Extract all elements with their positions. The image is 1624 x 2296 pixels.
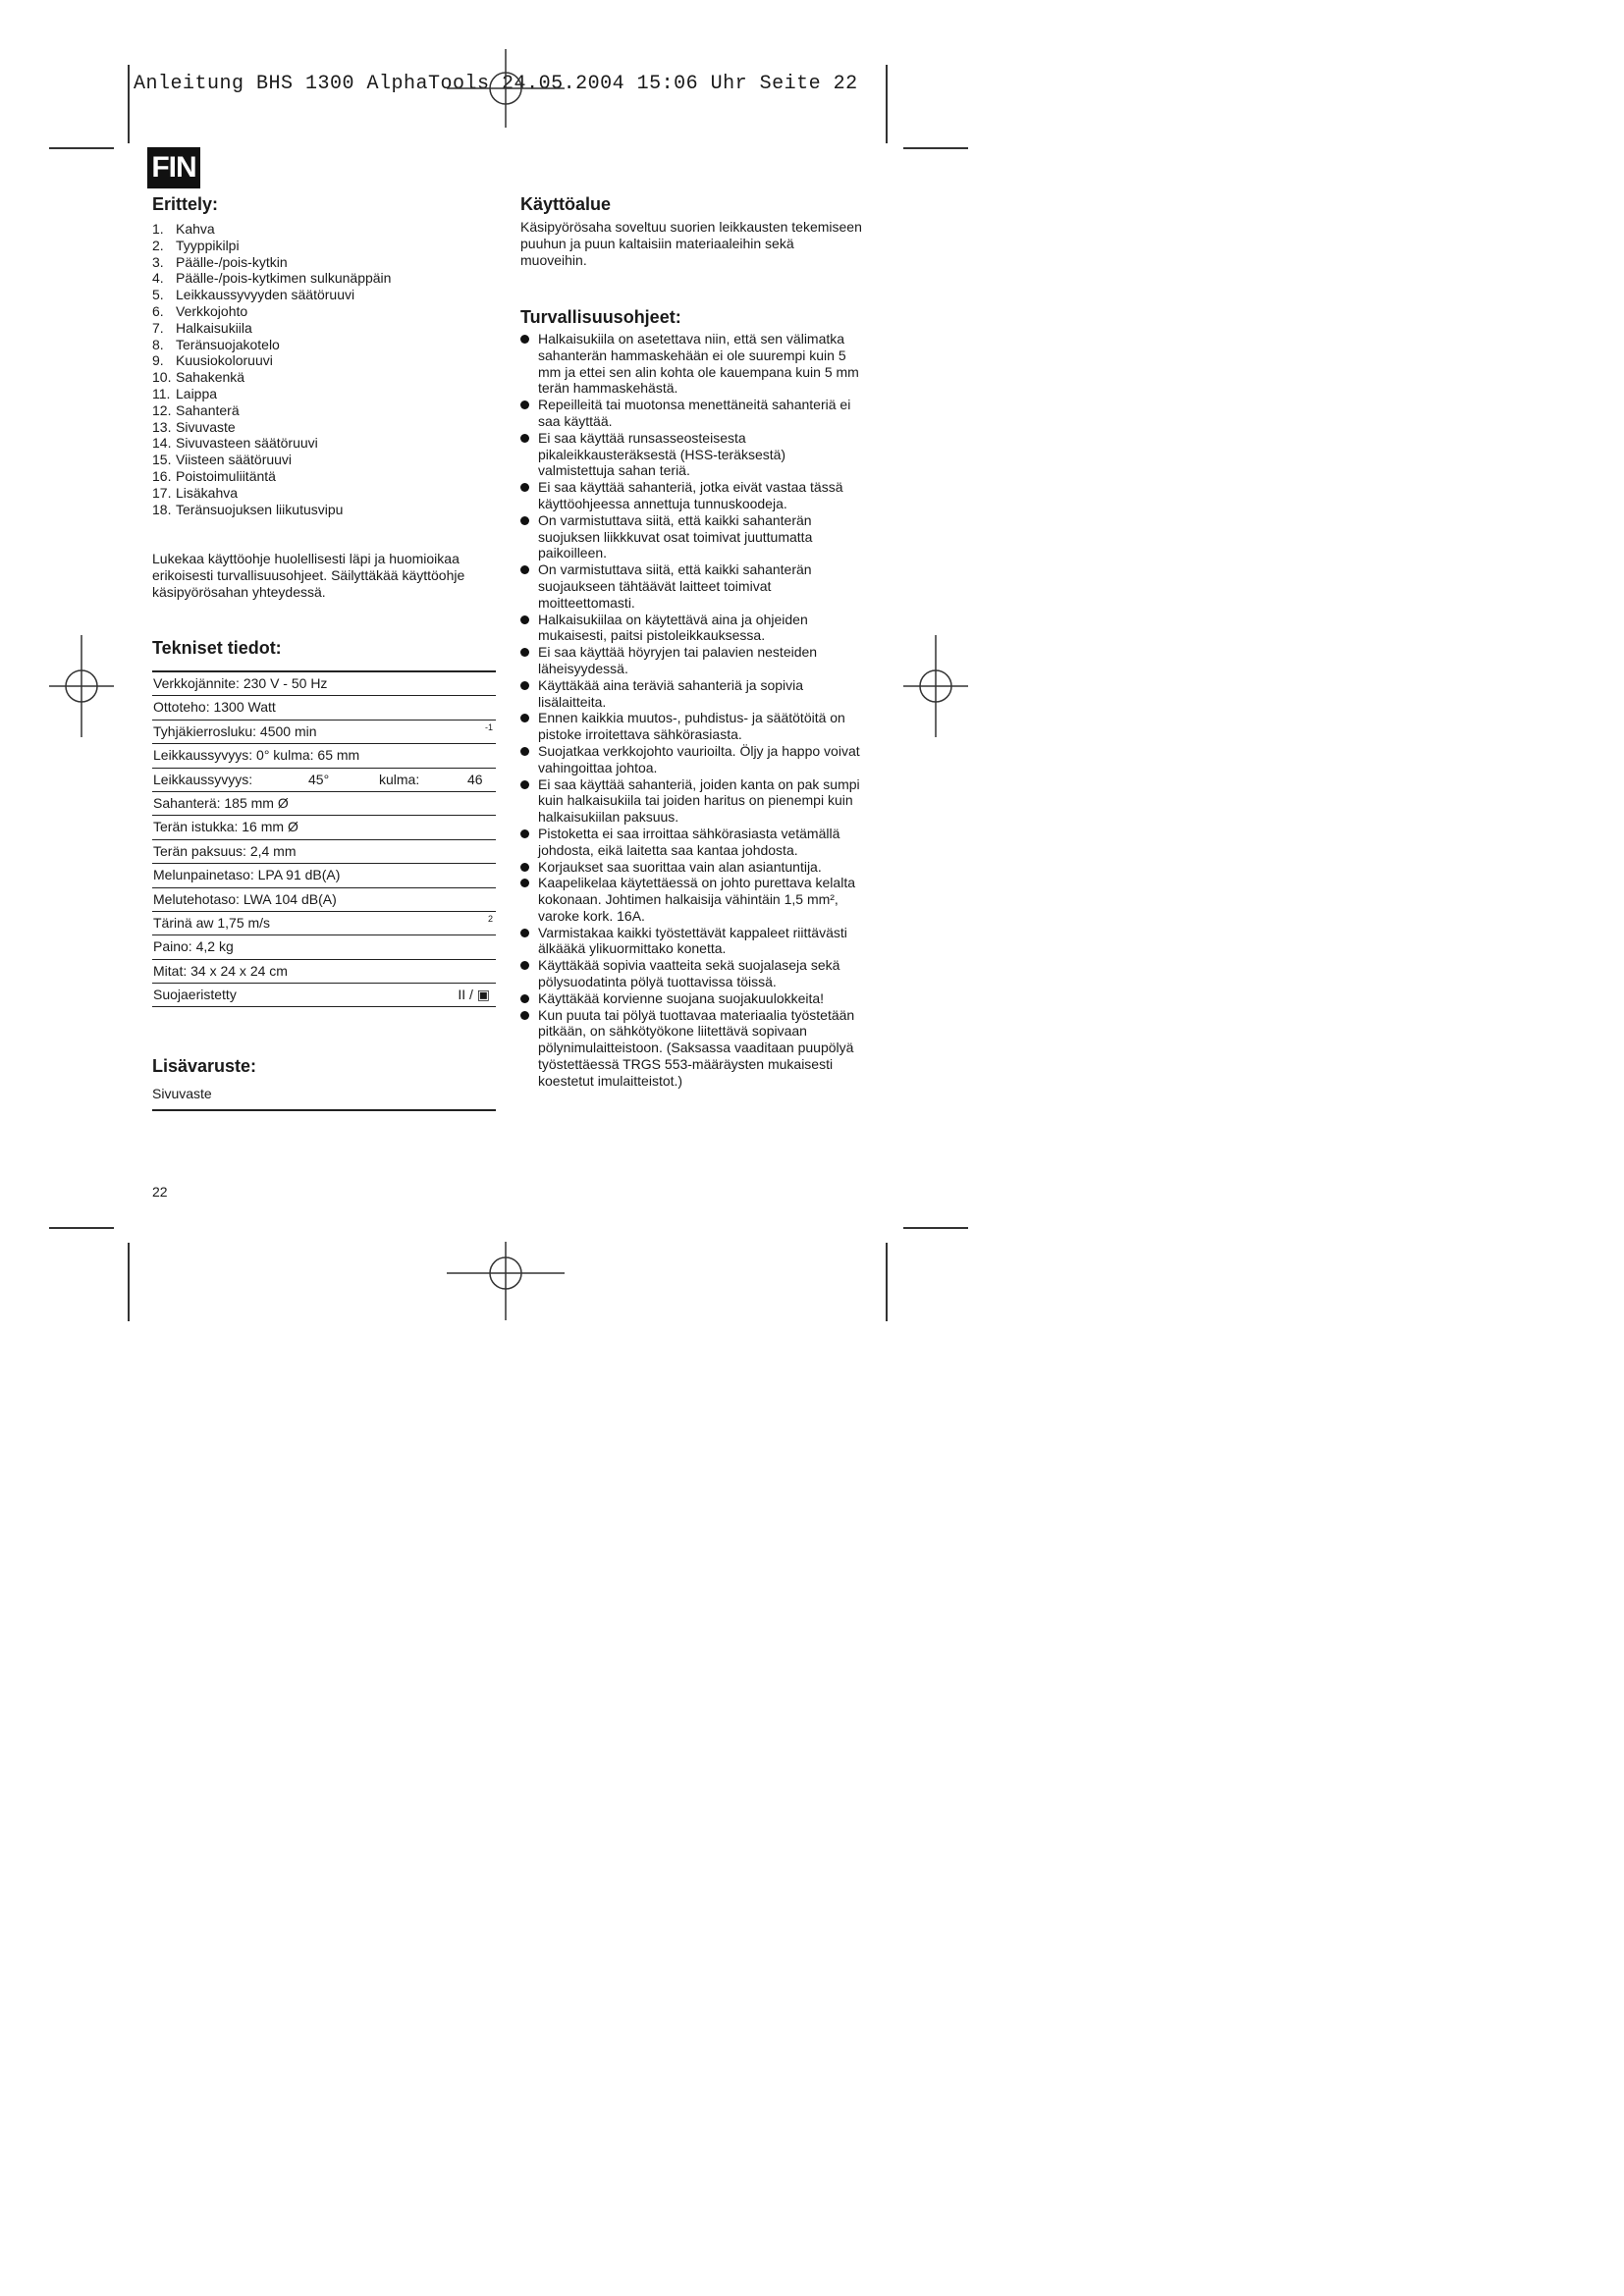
spec-row: Ottoteho: 1300 Watt xyxy=(152,696,496,720)
safety-item: Korjaukset saa suorittaa vain alan asiantuntija. xyxy=(520,859,864,876)
spec-row-cut-45: Leikkaussyvyys: 45° kulma: 46 xyxy=(152,769,496,792)
parts-list-item: 13. Sivuvaste xyxy=(152,418,236,435)
safety-item: Varmistakaa kaikki työstettävät kappaleet riittävästi älkääkä ylikuormittako konetta. xyxy=(520,925,864,958)
spec-row: Paino: 4,2 kg xyxy=(152,935,496,959)
parts-list-item: 6. Verkkojohto xyxy=(152,302,248,319)
bullet-icon xyxy=(520,929,529,937)
crop-mark xyxy=(128,1243,130,1321)
accessories-item: Sivuvaste xyxy=(152,1084,496,1111)
intro-paragraph: Lukekaa käyttöohje huolellisesti läpi ja huomioikaa erikoisesti turvallisuusohjeet. Säilyttäkää käyttöohje käsipyörösahan yhteydessä. xyxy=(152,551,465,600)
parts-list-item: 7. Halkaisukiila xyxy=(152,319,252,336)
safety-item: Kaapelikelaa käytettäessä on johto purettava kelalta kokonaan. Johtimen halkaisija vähintäin 1,5 mm², varoke kork. 16A. xyxy=(520,875,864,924)
parts-title: Erittely: xyxy=(152,194,219,214)
safety-item: Käyttäkää aina teräviä sahanteriä ja sopivia lisälaitteita. xyxy=(520,677,864,711)
spec-row: Mitat: 34 x 24 x 24 cm xyxy=(152,960,496,984)
parts-list-item: 5. Leikkaussyvyyden säätöruuvi xyxy=(152,287,355,303)
bullet-icon xyxy=(520,863,529,872)
safety-item: Suojatkaa verkkojohto vaurioilta. Öljy ja happo voivat vahingoittaa johtoa. xyxy=(520,743,864,776)
safety-item: On varmistuttava siitä, että kaikki sahanterän suojaukseen tähtäävät laitteet toimivat moitteettomasti. xyxy=(520,561,864,611)
safety-item: On varmistuttava siitä, että kaikki sahanterän suojuksen liikkkuvat osat toimivat juuttumatta paikoilleen. xyxy=(520,512,864,561)
crop-mark xyxy=(49,147,114,149)
bullet-icon xyxy=(520,335,529,344)
crop-mark xyxy=(886,1243,888,1321)
bullet-icon xyxy=(520,961,529,970)
bullet-icon xyxy=(520,483,529,492)
safety-item: Ei saa käyttää sahanteriä, joiden kanta on pak sumpi kuin halkaisukiila tai joiden haritus on pienempi kuin halkaisukiilan paksuus. xyxy=(520,776,864,826)
parts-list-item: 14. Sivuvasteen säätöruuvi xyxy=(152,435,318,452)
parts-list-item: 3. Päälle-/pois-kytkin xyxy=(152,253,288,270)
print-header: Anleitung BHS 1300 AlphaTools 24.05.2004 15:06 Uhr Seite 22 xyxy=(134,73,858,95)
spec-row: Sahanterä: 185 mm Ø xyxy=(152,792,496,816)
spec-row-protection: Suojaeristetty II / ▣ xyxy=(152,984,496,1007)
crop-mark xyxy=(903,1227,968,1229)
bullet-icon xyxy=(520,747,529,756)
bullet-icon xyxy=(520,1011,529,1020)
page-number: 22 xyxy=(152,1184,168,1200)
safety-item: Pistoketta ei saa irroittaa sähkörasiasta vetämällä johdosta, eikä laitetta saa kantaa johdosta. xyxy=(520,826,864,859)
safety-title: Turvallisuusohjeet: xyxy=(520,307,681,327)
safety-item: Halkaisukiila on asetettava niin, että sen välimatka sahanterän hammaskehään ei ole suurempi kuin 5 mm ja ettei sen alin kohta ole kauempana kuin 5 mm terän hammaskehästä. xyxy=(520,331,864,397)
specs-table xyxy=(152,670,496,1007)
usage-text: Käsipyörösaha soveltuu suorien leikkausten tekemiseen puuhun ja puun kaltaisiin materiaaleihin sekä muoveihin. xyxy=(520,219,862,268)
safety-item: Ei saa käyttää sahanteriä, jotka eivät vastaa tässä käyttöohjeessa annettuja tunnuskoodeja. xyxy=(520,479,864,512)
safety-item: Käyttäkää sopivia vaatteita sekä suojalaseja sekä pölysuodatinta pölyä tuottavissa töissä. xyxy=(520,957,864,990)
parts-list-item: 12. Sahanterä xyxy=(152,401,240,418)
specs-title: Tekniset tiedot: xyxy=(152,638,282,658)
bullet-icon xyxy=(520,994,529,1003)
spec-row: Terän istukka: 16 mm Ø xyxy=(152,816,496,839)
bullet-icon xyxy=(520,681,529,690)
bullet-icon xyxy=(520,829,529,838)
parts-list-item: 9. Kuusiokoloruuvi xyxy=(152,352,273,369)
safety-item: Halkaisukiilaa on käytettävä aina ja ohjeiden mukaisesti, paitsi pistoleikkauksessa. xyxy=(520,612,864,645)
safety-item: Käyttäkää korvienne suojana suojakuulokkeita! xyxy=(520,990,864,1007)
parts-list-item: 11. Laippa xyxy=(152,385,218,401)
parts-list-item: 8. Teränsuojakotelo xyxy=(152,336,280,352)
crop-mark xyxy=(49,1227,114,1229)
language-badge: FIN xyxy=(147,147,200,188)
bullet-icon xyxy=(520,780,529,789)
safety-list xyxy=(520,331,864,1090)
crop-mark xyxy=(886,65,888,143)
safety-item: Ei saa käyttää höyryjen tai palavien nesteiden läheisyydessä. xyxy=(520,644,864,677)
registration-mark-icon xyxy=(447,49,565,128)
bullet-icon xyxy=(520,434,529,443)
spec-row: Tärinä aw 1,75 m/s 2 xyxy=(152,912,496,935)
bullet-icon xyxy=(520,615,529,624)
spec-row: Verkkojännite: 230 V - 50 Hz xyxy=(152,672,496,696)
spec-row: Terän paksuus: 2,4 mm xyxy=(152,840,496,864)
parts-list-item: 18. Teränsuojuksen liikutusvipu xyxy=(152,501,344,517)
spec-row: Melunpainetaso: LPA 91 dB(A) xyxy=(152,864,496,887)
registration-mark-icon xyxy=(903,635,968,737)
crop-mark xyxy=(903,147,968,149)
spec-row: Melutehotaso: LWA 104 dB(A) xyxy=(152,888,496,912)
parts-list-item: 17. Lisäkahva xyxy=(152,484,239,501)
bullet-icon xyxy=(520,565,529,574)
bullet-icon xyxy=(520,648,529,657)
registration-mark-icon xyxy=(49,635,114,737)
safety-item: Repeilleitä tai muotonsa menettäneitä sahanteriä ei saa käyttää. xyxy=(520,397,864,430)
bullet-icon xyxy=(520,516,529,525)
bullet-icon xyxy=(520,879,529,887)
safety-item: Ei saa käyttää runsasseosteisesta pikaleikkausteräksestä (HSS-teräksestä) valmistettuja sahan teriä. xyxy=(520,430,864,479)
parts-list-item: 16. Poistoimuliitäntä xyxy=(152,467,276,484)
safety-item: Ennen kaikkia muutos-, puhdistus- ja säätötöitä on pistoke irroitettava sähkörasiasta. xyxy=(520,710,864,743)
registration-mark-icon xyxy=(447,1242,565,1320)
usage-title: Käyttöalue xyxy=(520,194,612,214)
crop-mark xyxy=(128,65,130,143)
parts-list-item: 2. Tyyppikilpi xyxy=(152,237,240,253)
spec-row: Tyhjäkierrosluku: 4500 min -1 xyxy=(152,721,496,744)
spec-row: Leikkaussyvyys: 0° kulma: 65 mm xyxy=(152,744,496,768)
bullet-icon xyxy=(520,400,529,409)
parts-list xyxy=(152,221,506,517)
parts-list-item: 1. Kahva xyxy=(152,221,215,237)
parts-list-item: 10. Sahakenkä xyxy=(152,369,245,386)
safety-item: Kun puuta tai pölyä tuottavaa materiaalia työstetään pitkään, on sähkötyökone liitettävä sopivaan pölynimulaitteistoon. (Saksassa vaaditaan puupölyä työstettäessä TRGS 553-määräysten mukaisesti koestetut imulaitteistot.) xyxy=(520,1007,864,1090)
accessories-title: Lisävaruste: xyxy=(152,1056,257,1076)
parts-list-item: 15. Viisteen säätöruuvi xyxy=(152,452,293,468)
bullet-icon xyxy=(520,714,529,722)
parts-list-item: 4. Päälle-/pois-kytkimen sulkunäppäin xyxy=(152,270,392,287)
